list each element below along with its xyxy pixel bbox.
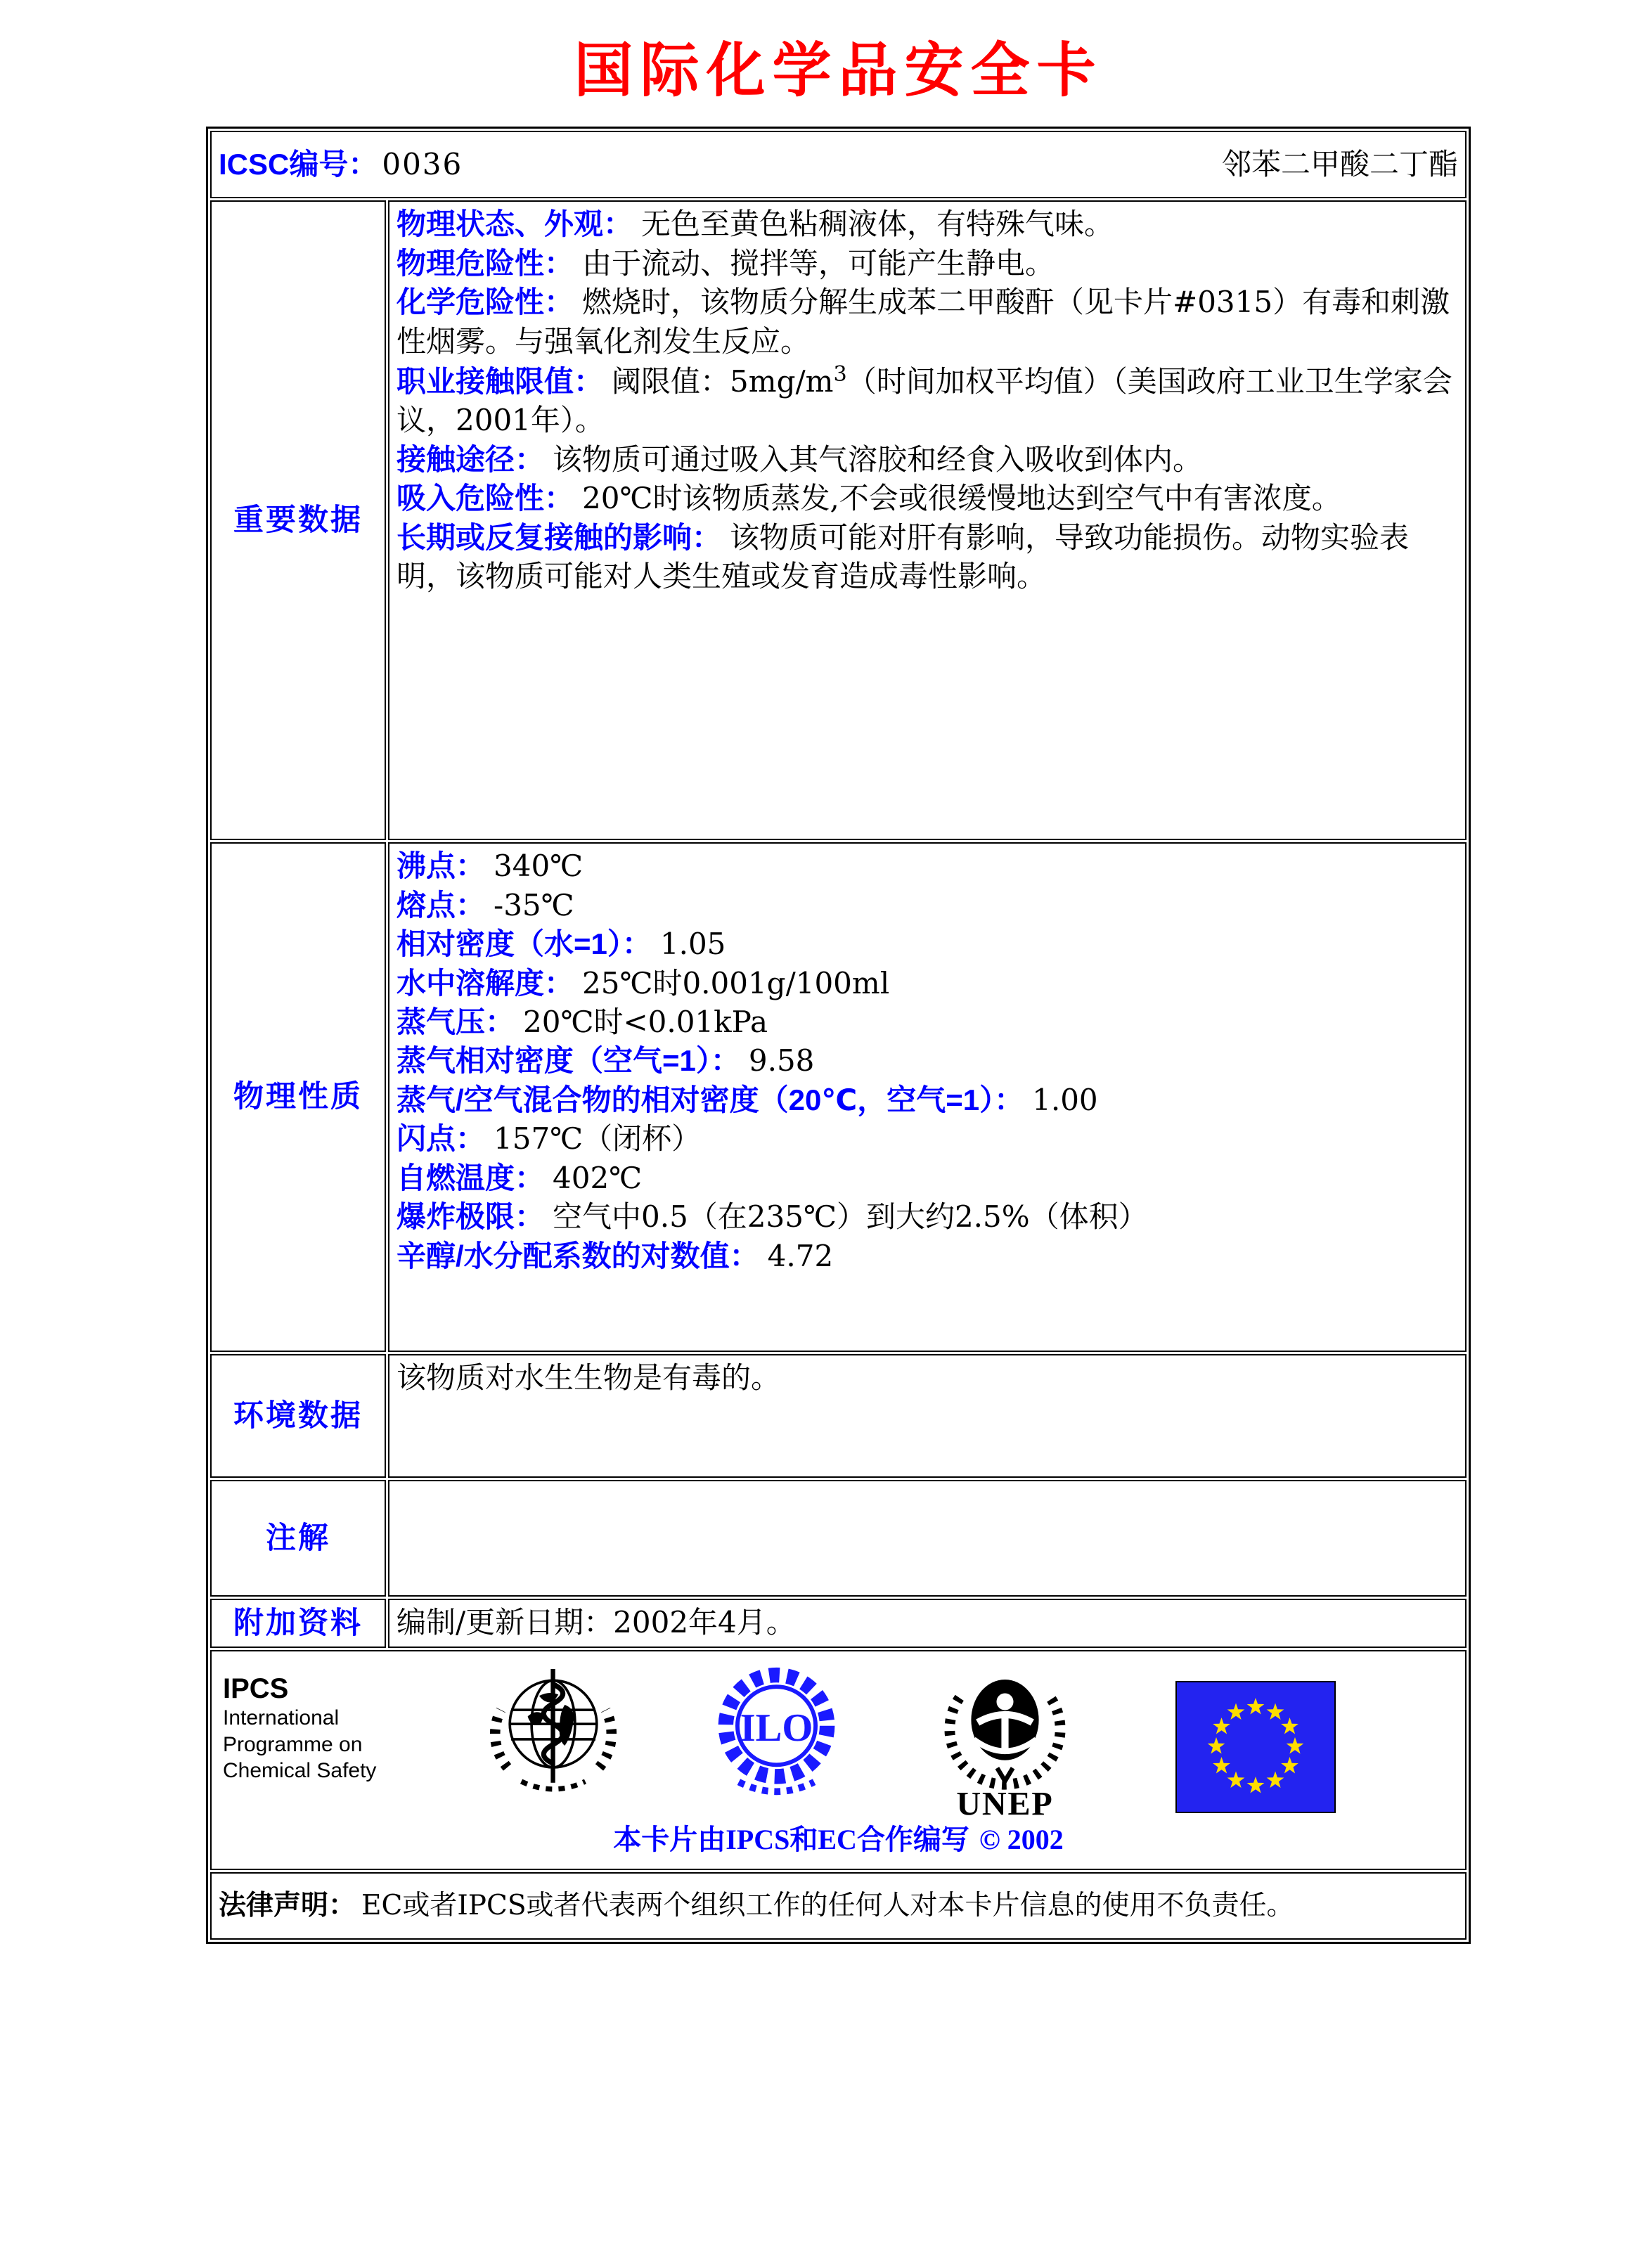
field-text: 阈限值：5mg/m <box>612 363 834 399</box>
section-label-physical-properties: 物理性质 <box>210 842 386 1352</box>
property-value: 25℃时0.001g/100ml <box>582 965 890 1000</box>
additional-info-content: 编制/更新日期：2002年4月。 <box>388 1599 1467 1648</box>
svg-text:UNEP: UNEP <box>956 1785 1054 1822</box>
important-data-row <box>210 200 1467 840</box>
property-line <box>397 1159 1458 1197</box>
physical-properties-content <box>388 842 1467 1352</box>
field-label: 长期或反复接触的影响： <box>397 520 722 554</box>
notes-row <box>210 1480 1467 1597</box>
icsc-number-label: ICSC编号： <box>219 148 378 181</box>
credit-text: 本卡片由IPCS和EC合作编写 <box>613 1824 969 1856</box>
property-label: 蒸气相对密度（空气=1）： <box>397 1044 740 1078</box>
property-label: 蒸气/空气混合物的相对密度（20℃，空气=1）： <box>397 1083 1024 1116</box>
important-data-item <box>397 440 1458 479</box>
property-line <box>397 1119 1458 1158</box>
important-data-item <box>397 244 1458 283</box>
svg-text:ILO: ILO <box>740 1706 813 1751</box>
chemical-name: 邻苯二甲酸二丁酯 <box>1221 147 1458 182</box>
important-data-item <box>397 283 1458 361</box>
field-label: 物理危险性： <box>397 246 574 280</box>
icsc-card-table <box>206 127 1471 1944</box>
environmental-data-content: 该物质对水生生物是有毒的。 <box>388 1354 1467 1478</box>
copyright-text: © 2002 <box>979 1824 1064 1856</box>
footer-cell <box>210 1650 1467 1870</box>
physical-properties-row <box>210 842 1467 1352</box>
environmental-data-row <box>210 1354 1467 1478</box>
property-value: 4.72 <box>767 1238 834 1273</box>
unep-logo-icon <box>940 1660 1070 1822</box>
icsc-number <box>219 145 463 183</box>
property-label: 辛醇/水分配系数的对数值： <box>397 1239 759 1272</box>
superscript: 3 <box>833 361 847 387</box>
field-label: 职业接触限值： <box>397 364 604 398</box>
property-label: 相对密度（水=1）： <box>397 927 652 961</box>
field-text: 燃烧时，该物质分解生成苯二甲酸酐（见卡片#0315）有毒和刺激性烟雾。与强氧化剂发生反应。 <box>397 285 1450 359</box>
field-text: 由于流动、搅拌等，可能产生静电。 <box>582 245 1055 281</box>
ipcs-subtitle-line: International <box>223 1706 340 1730</box>
icsc-number-value: 0036 <box>382 147 463 182</box>
credit-line <box>219 1822 1458 1866</box>
ilo-logo-icon <box>708 1660 845 1804</box>
field-text: （时间加权平均值）（美国政府工业卫生学家会议，2001年）。 <box>397 363 1452 438</box>
property-line <box>397 1003 1458 1041</box>
header-cell <box>210 131 1467 198</box>
legal-label: 法律声明： <box>219 1890 356 1921</box>
field-text: 无色至黄色粘稠液体，有特殊气味。 <box>641 207 1114 242</box>
legal-text: EC或者IPCS或者代表两个组织工作的任何人对本卡片信息的使用不负责任。 <box>361 1890 1294 1922</box>
icsc-card-page <box>206 0 1471 1944</box>
important-data-item <box>397 479 1458 517</box>
eu-flag-icon <box>1175 1681 1336 1813</box>
field-text: 20℃时该物质蒸发,不会或很缓慢地达到空气中有害浓度。 <box>582 481 1341 516</box>
section-label-additional-info: 附加资料 <box>210 1599 386 1648</box>
property-value: 340℃ <box>494 849 584 884</box>
property-value: 20℃时<0.01kPa <box>523 1004 768 1039</box>
important-data-content <box>388 200 1467 840</box>
section-label-notes: 注解 <box>210 1480 386 1597</box>
property-label: 熔点： <box>397 888 486 922</box>
page-title: 国际化学品安全卡 <box>574 35 1103 105</box>
property-line <box>397 1041 1458 1080</box>
property-line <box>397 846 1458 885</box>
property-value: 157℃（闭杯） <box>494 1121 702 1156</box>
property-value: 1.05 <box>659 927 726 962</box>
property-label: 自燃温度： <box>397 1161 545 1194</box>
who-logo-icon <box>483 1660 624 1804</box>
footer-row <box>210 1650 1467 1870</box>
field-label: 吸入危险性： <box>397 482 574 515</box>
property-label: 爆炸极限： <box>397 1200 545 1234</box>
ipcs-subtitle-line: Chemical Safety <box>223 1759 377 1783</box>
field-text: 该物质可能对肝有影响，导致功能损伤。动物实验表明，该物质可能对人类生殖或发育造成毒性影响。 <box>397 520 1410 594</box>
property-value: 1.00 <box>1032 1082 1098 1117</box>
property-value: 空气中0.5（在235℃）到大约2.5%（体积） <box>553 1199 1148 1235</box>
property-label: 水中溶解度： <box>397 966 574 1000</box>
property-line <box>397 886 1458 924</box>
important-data-item <box>397 205 1458 243</box>
important-data-item <box>397 361 1458 440</box>
section-label-environmental-data: 环境数据 <box>210 1354 386 1478</box>
field-text: 该物质可通过吸入其气溶胶和经食入吸收到体内。 <box>553 442 1203 477</box>
legal-cell <box>210 1872 1467 1940</box>
property-label: 闪点： <box>397 1122 486 1156</box>
header-row <box>210 131 1467 198</box>
property-line <box>397 924 1458 963</box>
property-label: 沸点： <box>397 849 486 883</box>
notes-content <box>388 1480 1467 1597</box>
important-data-item <box>397 518 1458 596</box>
property-label: 蒸气压： <box>397 1005 515 1038</box>
property-line <box>397 1197 1458 1236</box>
property-line <box>397 1081 1458 1119</box>
property-value: 402℃ <box>553 1160 643 1195</box>
property-value: 9.58 <box>748 1043 815 1078</box>
property-line <box>397 1237 1458 1275</box>
section-label-important-data: 重要数据 <box>210 200 386 840</box>
field-label: 化学危险性： <box>397 285 574 319</box>
property-value: -35℃ <box>494 887 574 922</box>
property-line <box>397 964 1458 1003</box>
field-label: 物理状态、外观： <box>397 207 633 241</box>
legal-row <box>210 1872 1467 1940</box>
ipcs-subtitle-line: Programme on <box>223 1732 363 1756</box>
additional-info-row <box>210 1599 1467 1648</box>
ipcs-title: IPCS <box>223 1673 289 1705</box>
field-label: 接触途径： <box>397 442 545 476</box>
ipcs-text-block <box>219 1660 434 1784</box>
